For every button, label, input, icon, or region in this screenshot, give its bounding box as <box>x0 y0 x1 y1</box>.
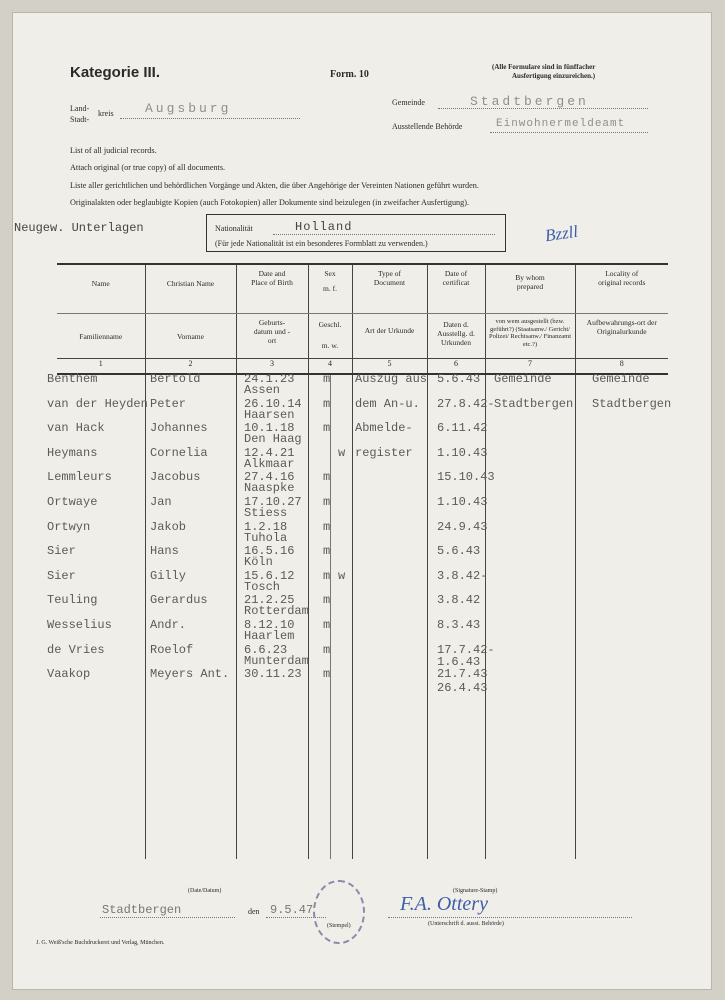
record-date: 3.8.42 <box>437 593 481 608</box>
col-num-7: 7 <box>485 359 575 375</box>
record-name: Vaakop <box>47 667 91 682</box>
record-birthplace: Haarlem <box>244 629 295 643</box>
record-sex-m: m <box>323 618 331 632</box>
col-header-vorname-de: Vorname <box>145 314 236 359</box>
record-sex-m: m <box>323 372 331 386</box>
record-extra-date: 26.4.43 <box>437 681 488 696</box>
record-birthplace: Alkmaar <box>244 456 295 471</box>
behoerde-underline <box>490 132 648 133</box>
nationality-underline <box>273 234 495 235</box>
gemeinde-label: Gemeinde <box>392 98 425 107</box>
col-num-5: 5 <box>352 359 427 375</box>
record-date: 1.10.43 <box>437 495 488 509</box>
record-date: 1.10.43 <box>437 445 488 460</box>
footer-place-underline <box>100 917 235 918</box>
footer-den: den <box>248 907 260 916</box>
signature-caption: (Unterschrift d. ausst. Behörde) <box>428 921 504 927</box>
record-name: Heymans <box>47 445 98 460</box>
col-header-sex-de: Geschl. m. w. <box>308 314 352 359</box>
col-num-8: 8 <box>575 359 668 375</box>
instruction-2: Attach original (or true copy) of all documents. <box>70 163 226 172</box>
kreis-underline <box>120 118 300 119</box>
record-vorname: Johannes <box>150 421 208 436</box>
record-date: 5.6.43 <box>437 544 481 559</box>
record-date: 15.10.43 <box>437 470 495 485</box>
record-birth: 6.6.23 <box>244 642 288 657</box>
col-num-4: 4 <box>308 359 352 375</box>
col-num-3: 3 <box>236 359 308 375</box>
land-label: Land- <box>70 104 90 113</box>
stadt-label: Stadt- <box>70 115 90 124</box>
record-name: Lemmleurs <box>47 470 112 485</box>
record-birth: 15.6.12 <box>244 568 295 583</box>
date-caption: (Date/Datum) <box>188 888 222 894</box>
col-header-birth-de: Geburts-datum und -ort <box>236 314 308 359</box>
instruction-1: List of all judicial records. <box>70 146 157 155</box>
record-sex-m: m <box>323 519 331 534</box>
record-birthplace: Stiess <box>244 506 288 520</box>
record-birth: 26.10.14 <box>244 396 302 411</box>
nationality-label: Nationalität <box>215 224 253 233</box>
col-header-vorname-en: Christian Name <box>145 264 236 314</box>
col-num-1: 1 <box>57 359 145 375</box>
record-birth: 21.2.25 <box>244 593 295 608</box>
record-vorname: Roelof <box>150 642 194 657</box>
col-num-6: 6 <box>427 359 485 375</box>
col-header-sex-en: Sex m. f. <box>308 264 352 314</box>
record-sex-m: m <box>323 568 331 583</box>
col-header-date-en: Date of certificat <box>427 264 485 314</box>
record-sex-m: m <box>323 642 331 657</box>
record-vorname: Andr. <box>150 618 187 632</box>
instruction-3: Liste aller gerichtlichen und behördlichen Vorgänge und Akten, die über Angehörige der Vereinten Nationen geführt wurden. <box>70 181 479 190</box>
record-loc: Stadtbergen <box>592 396 672 411</box>
record-birthplace: Rotterdam <box>244 604 309 619</box>
record-date: 27.8.42- <box>437 396 495 411</box>
footer-date: 9.5.47 <box>270 903 314 917</box>
record-sex-m: m <box>323 470 331 485</box>
record-sex-m: m <box>323 421 331 436</box>
nationality-note: (Für jede Nationalität ist ein besonderes Formblatt zu verwenden.) <box>215 239 428 248</box>
signature-stamp-caption: (Signature-Stamp) <box>453 888 498 894</box>
col-header-by-en: By whom prepared <box>485 264 575 314</box>
gemeinde-value: Stadtbergen <box>470 94 589 109</box>
record-sex-m: m <box>323 396 331 411</box>
record-vorname: Cornelia <box>150 445 208 460</box>
record-birth: 1.2.18 <box>244 519 288 534</box>
record-vorname: Jakob <box>150 519 187 534</box>
record-loc: Gemeinde <box>592 372 650 386</box>
record-name: Teuling <box>47 593 98 608</box>
record-birthplace: Den Haag <box>244 432 302 447</box>
col-header-name-de: Familienname <box>57 314 145 359</box>
form-number: Form. 10 <box>330 69 369 80</box>
record-name: Ortwyn <box>47 519 91 534</box>
record-name: van der Heyden <box>47 396 148 411</box>
record-birth: 30.11.23 <box>244 667 302 682</box>
record-sex-m: m <box>323 544 331 559</box>
record-birthplace: Tosch <box>244 579 281 594</box>
record-doc: dem An-u. <box>355 396 420 411</box>
instruction-4: Originalakten oder beglaubigte Kopien (auch Fotokopien) aller Dokumente sind beizulegen (in zweifacher Ausfertigung). <box>70 198 470 207</box>
record-sex-m: m <box>323 495 331 509</box>
record-by: Stadtbergen <box>494 396 574 411</box>
behoerde-label: Ausstellende Behörde <box>392 122 463 131</box>
col-header-doc-de: Art der Urkunde <box>352 314 427 359</box>
record-vorname: Bertold <box>150 372 201 386</box>
col-num-2: 2 <box>145 359 236 375</box>
record-doc: Auszug aus <box>355 372 428 386</box>
col-header-by-de: von wem ausgestellt (bzw. geführt?) (Staatsanw./ Gericht/ Polizei/ Rechtsanw./ Finanzamt etc.?) <box>485 314 575 359</box>
record-name: Benthem <box>47 372 98 386</box>
record-date: 6.11.42 <box>437 421 488 436</box>
record-name: Sier <box>47 568 76 583</box>
record-birth: 8.12.10 <box>244 618 295 632</box>
neugew-label: Neugew. Unterlagen <box>14 221 144 235</box>
record-extra-date: 1.6.43 <box>437 655 481 670</box>
nationality-box <box>206 214 506 252</box>
record-birthplace: Munterdam <box>244 653 309 668</box>
record-birth: 24.1.23 <box>244 372 295 386</box>
stamp-caption: (Stempel) <box>327 923 351 929</box>
kreis-label: kreis <box>98 109 114 118</box>
record-date: 24.9.43 <box>437 519 488 534</box>
copies-note <box>492 63 595 81</box>
records-table <box>57 263 668 859</box>
signature: F.A. Ottery <box>400 893 488 915</box>
col-header-doc-en: Type of Document <box>352 264 427 314</box>
record-vorname: Hans <box>150 544 179 559</box>
footer-place: Stadtbergen <box>102 903 182 917</box>
handwritten-annotation: Bzzll <box>543 221 580 246</box>
record-sex-m: m <box>323 593 331 608</box>
record-by: Gemeinde <box>494 372 552 386</box>
record-vorname: Gilly <box>150 568 187 583</box>
record-name: van Hack <box>47 421 105 436</box>
record-sex-w: w <box>338 568 346 583</box>
record-birth: 10.1.18 <box>244 421 295 436</box>
behoerde-value: Einwohnermeldeamt <box>496 118 626 130</box>
record-name: Wesselius <box>47 618 112 632</box>
record-name: Ortwaye <box>47 495 98 509</box>
record-date: 5.6.43 <box>437 372 481 386</box>
record-name: Sier <box>47 544 76 559</box>
col-header-name-en: Name <box>57 264 145 314</box>
record-birthplace: Tuhola <box>244 530 288 545</box>
record-doc: register <box>355 445 413 460</box>
record-birth: 27.4.16 <box>244 470 295 485</box>
nationality-value: Holland <box>295 220 353 234</box>
record-sex-m: m <box>323 667 331 682</box>
official-stamp <box>313 880 365 944</box>
col-header-loc-en: Locality of original records <box>575 264 668 314</box>
record-date: 8.3.43 <box>437 618 481 632</box>
record-doc: Abmelde- <box>355 421 413 436</box>
record-birth: 17.10.27 <box>244 495 302 509</box>
record-date: 17.7.42- <box>437 642 495 657</box>
record-sex-w: w <box>338 445 346 460</box>
record-birth: 16.5.16 <box>244 544 295 559</box>
record-birthplace: Köln <box>244 555 273 570</box>
record-birthplace: Assen <box>244 383 281 397</box>
record-vorname: Gerardus <box>150 593 208 608</box>
col-header-birth-en: Date and Place of Birth <box>236 264 308 314</box>
category-title: Kategorie III. <box>70 64 161 81</box>
record-name: de Vries <box>47 642 105 657</box>
col-header-date-de: Daten d. Ausstellg. d. Urkunden <box>427 314 485 359</box>
record-vorname: Jacobus <box>150 470 201 485</box>
gemeinde-underline <box>438 108 648 109</box>
record-birthplace: Haarsen <box>244 407 295 422</box>
record-vorname: Meyers Ant. <box>150 667 230 682</box>
record-birthplace: Naaspke <box>244 481 295 496</box>
record-vorname: Jan <box>150 495 172 509</box>
record-birth: 12.4.21 <box>244 445 295 460</box>
copies-note-line2: Ausfertigung einzureichen.) <box>512 72 596 80</box>
record-date: 3.8.42- <box>437 568 488 583</box>
printer-imprint: J. G. Weiß'sche Buchdruckerei und Verlag, München. <box>36 940 165 946</box>
col-header-loc-de: Aufbewahrungs-ort der Originalurkunde <box>575 314 668 359</box>
kreis-value: Augsburg <box>145 101 232 116</box>
copies-note-line1: (Alle Formulare sind in fünffacher <box>492 63 596 71</box>
record-date: 21.7.43 <box>437 667 488 682</box>
record-vorname: Peter <box>150 396 187 411</box>
signature-underline <box>388 917 632 918</box>
